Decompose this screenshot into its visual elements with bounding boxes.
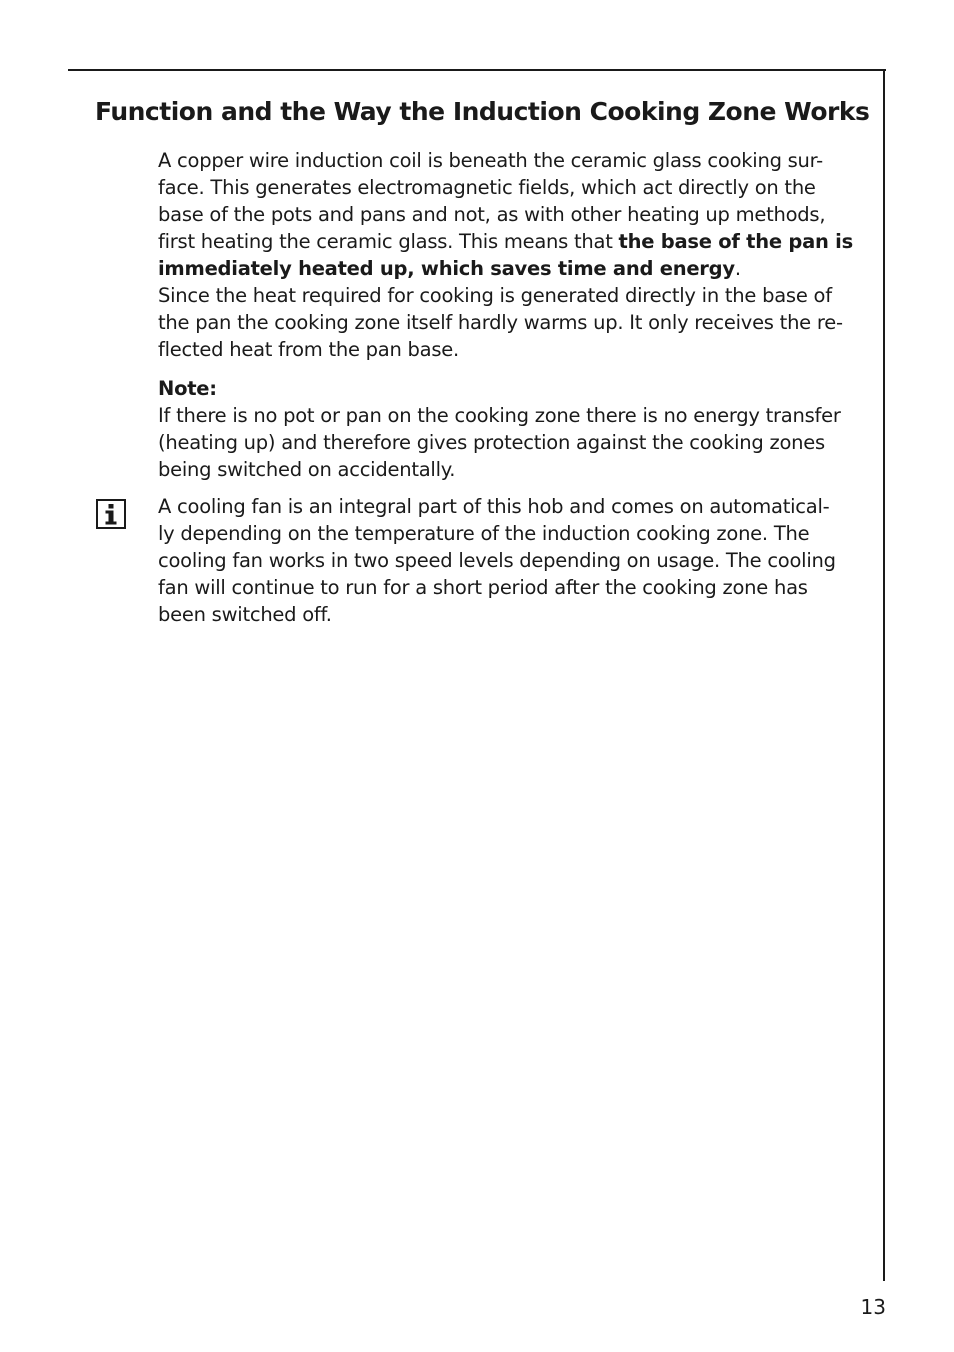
intro-line: base of the pots and pans and not, as with other heating up methods,	[158, 203, 826, 226]
intro-text: .	[734, 257, 741, 280]
info-line: cooling fan works in two speed levels depending on usage. The cooling	[158, 549, 836, 572]
info-line: been switched off.	[158, 603, 332, 626]
info-line: fan will continue to run for a short period after the cooking zone has	[158, 576, 808, 599]
note-paragraph	[158, 402, 863, 483]
intro-paragraph	[158, 147, 863, 363]
intro-line: the pan the cooking zone itself hardly warms up. It only receives the re-	[158, 311, 843, 334]
intro-line: Since the heat required for cooking is generated directly in the base of	[158, 284, 832, 307]
intro-line: A copper wire induction coil is beneath the ceramic glass cooking sur-	[158, 149, 823, 172]
info-paragraph	[158, 493, 863, 628]
info-line: ly depending on the temperature of the induction cooking zone. The	[158, 522, 810, 545]
intro-line: flected heat from the pan base.	[158, 338, 459, 361]
note-line: (heating up) and therefore gives protection against the cooking zones	[158, 431, 825, 454]
section-title: Function and the Way the Induction Cooking Zone Works	[95, 97, 870, 126]
note-line: If there is no pot or pan on the cooking zone there is no energy transfer	[158, 404, 841, 427]
info-line: A cooling fan is an integral part of this hob and comes on automatical-	[158, 495, 830, 518]
intro-line	[158, 255, 863, 282]
intro-line	[158, 228, 863, 255]
note-heading: Note:	[158, 377, 217, 400]
note-line: being switched on accidentally.	[158, 458, 456, 481]
intro-line: face. This generates electromagnetic fields, which act directly on the	[158, 176, 816, 199]
intro-emphasis: the base of the pan is	[618, 230, 853, 253]
page-number: 13	[860, 1295, 886, 1319]
right-margin-rule	[883, 69, 885, 1281]
info-icon	[96, 499, 126, 529]
top-rule	[68, 69, 886, 71]
intro-text: first heating the ceramic glass. This means that	[158, 230, 619, 253]
intro-emphasis: immediately heated up, which saves time and energy	[158, 257, 735, 280]
